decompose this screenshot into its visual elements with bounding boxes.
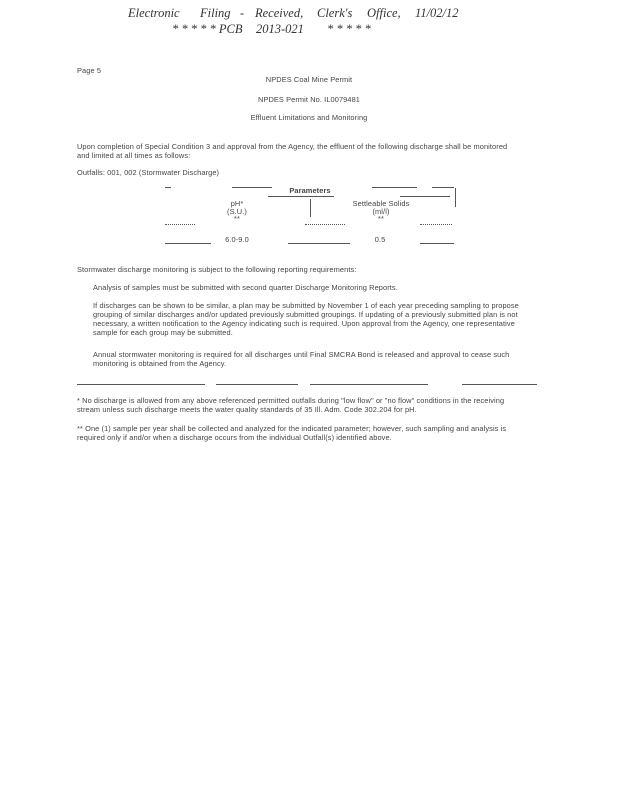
table-rule (305, 224, 345, 225)
stamp-electronic: Electronic (128, 6, 180, 20)
stamp-filing: Filing (200, 6, 231, 20)
col2-note: ** (378, 214, 384, 223)
col1-value: 6.0-9.0 (225, 235, 249, 244)
stamp-date: 11/02/12 (415, 6, 459, 20)
stamp-case-number: 2013-021 (256, 22, 304, 36)
stormwater-item-3-line: Annual stormwater monitoring is required for all discharges until Final SMCRA Bond is released and approval to cease such (93, 350, 510, 359)
stormwater-item-2-line: grouping of similar discharges and/or updated previously submitted groupings. If updating of a previously submitted plan is not (93, 310, 518, 319)
section-title: Effluent Limitations and Monitoring (250, 113, 368, 122)
table-rule (372, 187, 417, 188)
intro-line-2: and limited at all times as follows: (77, 151, 191, 160)
footnote-2-line: required only if and/or when a discharge occurs from the individual Outfall(s) identified above. (77, 433, 392, 442)
outfall-label: Outfalls: 001, 002 (Stormwater Discharge) (77, 168, 220, 177)
col1-unit: (S.U.) (227, 207, 247, 216)
table-rule (165, 243, 211, 244)
intro-line-1: Upon completion of Special Condition 3 and approval from the Agency, the effluent of the following discharge shall be monitored (77, 142, 508, 151)
table-heading: Parameters (289, 186, 331, 195)
stamp-office: Office, (367, 6, 401, 20)
table-rule (420, 224, 452, 225)
stormwater-item-2-line: necessary, a written notification to the Agency indicating such is required. Upon approval from the Agency, one representative (93, 319, 515, 328)
stamp-stars-left: * * * * * PCB (172, 22, 243, 36)
table-rule-vertical (455, 188, 456, 207)
col1-name: pH* (230, 199, 244, 208)
stormwater-item-2-line: If discharges can be shown to be similar, a plan may be submitted by November 1 of each year preceding sampling to propose (93, 301, 519, 310)
footnote-1-line: * No discharge is allowed from any above referenced permitted outfalls during "low flow" or "no flow" conditions in the receiving (77, 396, 505, 405)
stormwater-item-1: Analysis of samples must be submitted with second quarter Discharge Monitoring Reports. (93, 283, 398, 292)
col2-name: Settleable Solids (352, 199, 410, 208)
stormwater-item-2-line: sample for each group may be submitted. (93, 328, 233, 337)
stamp-clerks: Clerk's (317, 6, 353, 20)
footnote-1-line: stream unless such discharge meets the water quality standards of 35 Ill. Adm. Code 302.204 for pH. (77, 405, 417, 414)
table-rule-vertical (310, 199, 311, 217)
footnote-separator (310, 384, 428, 385)
table-rule (232, 187, 272, 188)
permit-number: NPDES Permit No. IL0079481 (257, 95, 360, 104)
table-rule (268, 196, 334, 197)
permit-title: NPDES Coal Mine Permit (265, 75, 353, 84)
stormwater-lead: Stormwater discharge monitoring is subject to the following reporting requirements: (77, 265, 357, 274)
col1-note: ** (234, 214, 240, 223)
col2-value: 0.5 (374, 235, 386, 244)
stamp-dash: - (240, 6, 245, 20)
footnote-separator (462, 384, 537, 385)
table-rule (400, 196, 450, 197)
footnote-separator (77, 384, 205, 385)
table-rule (288, 243, 350, 244)
col2-unit: (ml/l) (372, 207, 390, 216)
table-rule (420, 243, 454, 244)
table-rule (165, 187, 171, 188)
footnote-separator (216, 384, 298, 385)
page-label: Page 5 (77, 66, 102, 75)
stamp-stars-right: * * * * * (327, 22, 371, 36)
footnote-2-line: ** One (1) sample per year shall be collected and analyzed for the indicated parameter; however, such sampling and analysis is (77, 424, 507, 433)
stormwater-item-3-line: monitoring is obtained from the Agency. (93, 359, 227, 368)
table-rule (432, 187, 454, 188)
table-rule (165, 224, 195, 225)
stamp-received: Received, (255, 6, 304, 20)
